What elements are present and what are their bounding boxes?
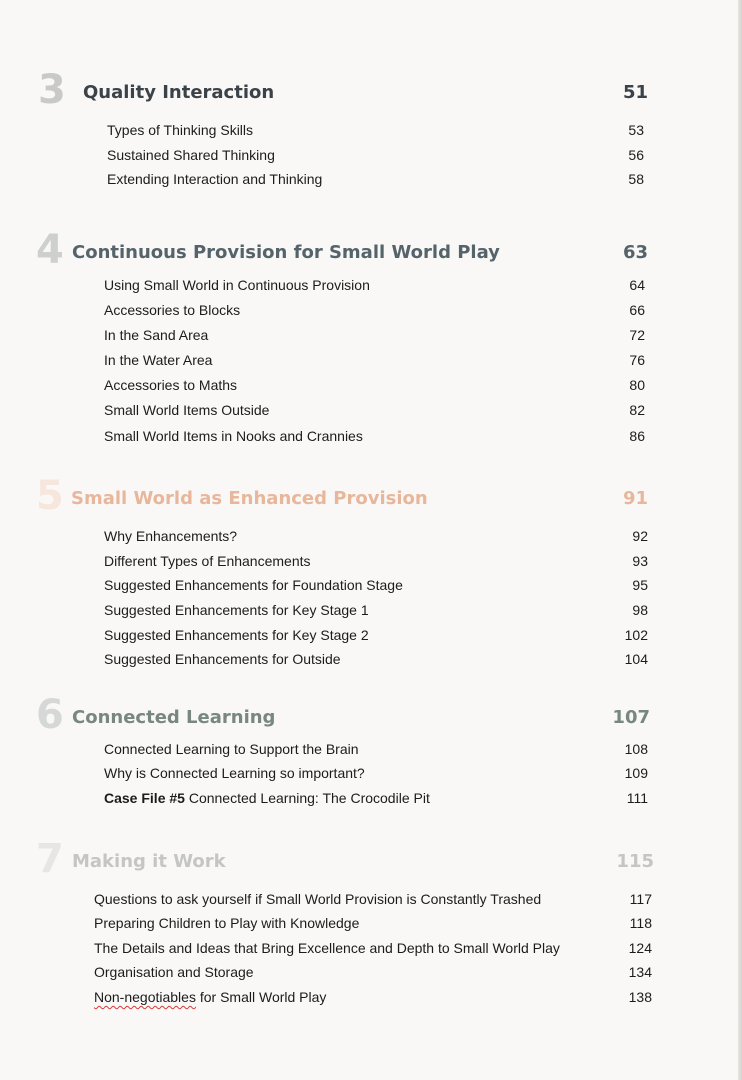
case-file-label: Case File #5	[104, 790, 185, 806]
toc-entry-label-rest: for Small World Play	[195, 989, 327, 1005]
toc-entry[interactable]: Preparing Children to Play with Knowledge	[94, 915, 360, 931]
toc-entry[interactable]: Suggested Enhancements for Key Stage 2	[104, 627, 369, 643]
spellcheck-underlined-word: Non-negotiables	[94, 989, 196, 1005]
chapter-number: 5	[36, 473, 64, 519]
toc-entry[interactable]: The Details and Ideas that Bring Excellence and Depth to Small World Play	[94, 940, 560, 956]
toc-entry[interactable]: In the Water Area	[104, 352, 213, 368]
chapter-title[interactable]: Making it Work	[72, 851, 226, 872]
toc-entry[interactable]: Types of Thinking Skills	[107, 122, 254, 138]
toc-entry-page: 98	[632, 602, 648, 618]
toc-entry[interactable]: Connected Learning to Support the Brain	[104, 741, 359, 757]
toc-entry-page: 95	[632, 577, 648, 593]
chapter-number: 3	[38, 67, 66, 113]
toc-entry-page: 53	[628, 122, 644, 138]
toc-entry-page: 104	[624, 651, 648, 667]
toc-entry[interactable]: Small World Items Outside	[104, 402, 270, 418]
toc-entry-page: 58	[628, 171, 644, 187]
toc-entry[interactable]: Extending Interaction and Thinking	[107, 171, 323, 187]
chapter-page-number: 115	[616, 851, 654, 872]
toc-entry[interactable]: Why Enhancements?	[104, 528, 238, 544]
toc-entry-page: 56	[628, 147, 644, 163]
case-file-title: Connected Learning: The Crocodile Pit	[184, 790, 430, 806]
toc-entry-non-negotiables[interactable]	[94, 988, 326, 1006]
toc-entry[interactable]: Suggested Enhancements for Outside	[104, 651, 341, 667]
chapter-title[interactable]: Quality Interaction	[83, 82, 275, 103]
chapter-page-number: 51	[622, 82, 648, 103]
toc-entry-page: 108	[624, 741, 648, 757]
toc-entry-page: 124	[628, 940, 652, 956]
toc-entry-page: 117	[629, 891, 652, 907]
chapter-page-number: 107	[612, 707, 650, 728]
toc-entry[interactable]: Sustained Shared Thinking	[107, 147, 275, 163]
toc-entry[interactable]: Small World Items in Nooks and Crannies	[104, 428, 363, 444]
toc-entry[interactable]: Accessories to Maths	[104, 377, 238, 393]
toc-entry-case-file[interactable]	[104, 789, 430, 807]
toc-entry-page: 102	[624, 627, 648, 643]
toc-entry[interactable]: Questions to ask yourself if Small World Provision is Constantly Trashed	[94, 891, 542, 907]
toc-entry-page: 86	[629, 428, 645, 444]
toc-entry-page: 109	[624, 765, 648, 781]
chapter-title[interactable]: Small World as Enhanced Provision	[71, 488, 428, 509]
toc-entry-page: 92	[632, 528, 648, 544]
chapter-number: 7	[36, 836, 64, 882]
toc-entry[interactable]: Different Types of Enhancements	[104, 553, 311, 569]
page-edge	[738, 0, 742, 1080]
toc-entry-page: 64	[629, 277, 645, 293]
toc-entry-page: 134	[628, 964, 652, 980]
toc-entry-page: 76	[629, 352, 645, 368]
chapter-number: 4	[36, 227, 64, 273]
toc-entry[interactable]: In the Sand Area	[104, 327, 209, 343]
toc-entry-page: 66	[629, 302, 645, 318]
chapter-number: 6	[36, 692, 64, 738]
toc-entry-page: 111	[626, 790, 648, 806]
toc-entry[interactable]: Using Small World in Continuous Provision	[104, 277, 370, 293]
toc-entry[interactable]: Suggested Enhancements for Key Stage 1	[104, 602, 369, 618]
chapter-title[interactable]: Continuous Provision for Small World Play	[72, 242, 500, 263]
toc-entry-page: 82	[629, 402, 645, 418]
toc-entry-page: 118	[629, 915, 652, 931]
toc-entry-page: 93	[632, 553, 648, 569]
chapter-title[interactable]: Connected Learning	[72, 707, 276, 728]
toc-entry[interactable]: Accessories to Blocks	[104, 302, 241, 318]
chapter-page-number: 63	[622, 242, 648, 263]
toc-entry-page: 72	[629, 327, 645, 343]
toc-entry[interactable]: Organisation and Storage	[94, 964, 254, 980]
toc-entry-page: 80	[629, 377, 645, 393]
toc-entry-page: 138	[628, 989, 652, 1005]
toc-entry[interactable]: Suggested Enhancements for Foundation Stage	[104, 577, 403, 593]
toc-entry[interactable]: Why is Connected Learning so important?	[104, 765, 365, 781]
chapter-page-number: 91	[622, 488, 648, 509]
